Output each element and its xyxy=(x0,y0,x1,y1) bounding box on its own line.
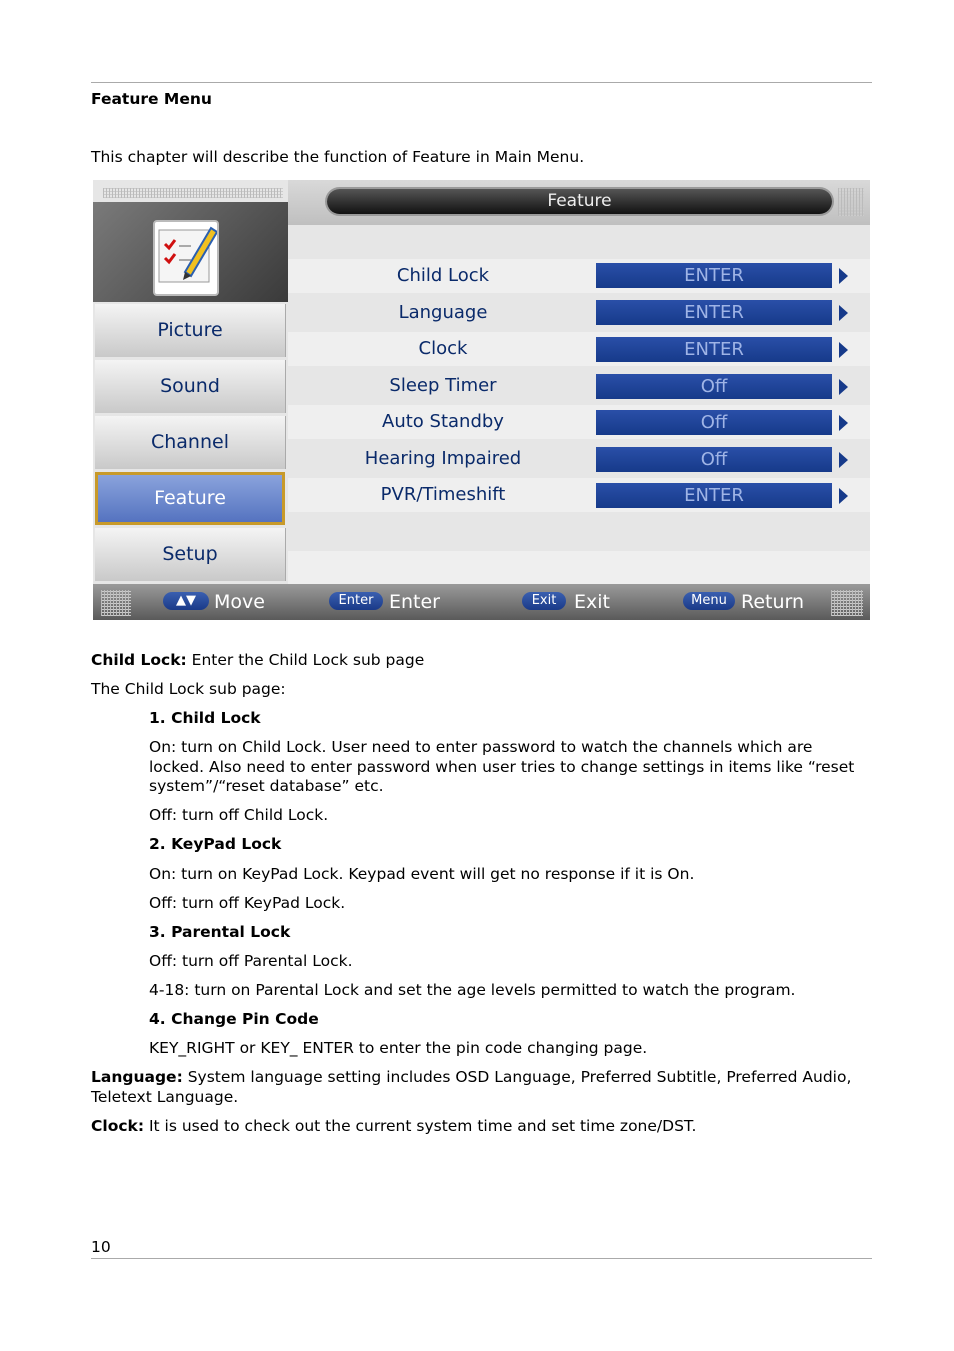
item2-off: Off: turn off KeyPad Lock. xyxy=(149,894,346,912)
item3-off: Off: turn off Parental Lock. xyxy=(149,952,353,970)
item1-off: Off: turn off Child Lock. xyxy=(149,806,329,824)
section-heading: Feature Menu xyxy=(91,90,212,108)
osd-grip-right xyxy=(838,188,864,216)
row-label-auto-standby: Auto Standby xyxy=(382,411,504,432)
arrow-right-icon xyxy=(839,379,848,395)
sub-page-intro: The Child Lock sub page: xyxy=(91,680,286,698)
page-number: 10 xyxy=(91,1238,111,1256)
arrow-right-icon xyxy=(839,415,848,431)
hint-return: Return xyxy=(741,591,805,613)
side-menu-channel[interactable]: Channel xyxy=(95,416,286,469)
item4-desc: KEY_RIGHT or KEY_ ENTER to enter the pin code changing page. xyxy=(149,1039,648,1057)
feature-menu-screenshot xyxy=(93,180,870,620)
arrow-right-icon xyxy=(839,342,848,358)
row-label-child-lock: Child Lock xyxy=(396,265,490,286)
move-key-icon: ▲▼ xyxy=(163,592,209,610)
row-value-pvr-timeshift[interactable]: ENTER xyxy=(596,483,832,508)
item2-on: On: turn on KeyPad Lock. Keypad event will get no response if it is On. xyxy=(149,865,695,883)
hint-enter: Enter xyxy=(389,591,440,613)
row-label-clock: Clock xyxy=(418,338,468,359)
item1-title: 1. Child Lock xyxy=(149,709,261,727)
row-value-language[interactable]: ENTER xyxy=(596,300,832,325)
osd-title: Feature xyxy=(547,191,612,211)
row-value-hearing-impaired[interactable]: Off xyxy=(596,447,832,472)
footer-rule xyxy=(91,1258,872,1259)
row-label-sleep-timer: Sleep Timer xyxy=(389,375,497,396)
row-label-hearing-impaired: Hearing Impaired xyxy=(364,448,522,469)
side-menu-sound[interactable]: Sound xyxy=(95,360,286,413)
arrow-right-icon xyxy=(839,488,848,504)
row-label-language: Language xyxy=(398,302,488,323)
osd-grip-left xyxy=(103,188,283,198)
header-rule xyxy=(91,82,872,83)
arrow-right-icon xyxy=(839,268,848,284)
side-menu-picture[interactable]: Picture xyxy=(95,304,286,357)
menu-key-icon: Menu xyxy=(683,592,735,610)
row-label-pvr-timeshift: PVR/Timeshift xyxy=(380,484,506,505)
row-value-clock[interactable]: ENTER xyxy=(596,337,832,362)
osd-grip-bottom-right xyxy=(831,590,863,616)
enter-key-icon: Enter xyxy=(329,592,383,610)
hint-move: Move xyxy=(214,591,265,613)
row-value-sleep-timer[interactable]: Off xyxy=(596,374,832,399)
item4-title: 4. Change Pin Code xyxy=(149,1010,319,1028)
arrow-right-icon xyxy=(839,452,848,468)
language-paragraph: Language: System language setting includes OSD Language, Preferred Subtitle, Preferred Audio, Teletext Language. xyxy=(91,1068,852,1106)
menu-row-empty xyxy=(288,551,870,585)
exit-key-icon: Exit xyxy=(522,592,566,610)
checklist-pencil-icon xyxy=(153,220,219,296)
item2-title: 2. KeyPad Lock xyxy=(149,835,282,853)
clock-paragraph: Clock: It is used to check out the current system time and set time zone/DST. xyxy=(91,1117,697,1135)
arrow-right-icon xyxy=(839,305,848,321)
item3-title: 3. Parental Lock xyxy=(149,923,291,941)
row-value-auto-standby[interactable]: Off xyxy=(596,410,832,435)
hint-exit: Exit xyxy=(574,591,610,613)
item3-range: 4-18: turn on Parental Lock and set the age levels permitted to watch the program. xyxy=(149,981,796,999)
item1-on: On: turn on Child Lock. User need to enter password to watch the channels which are locked. Also need to enter password when user tries to change settings in items like “reset system”/“reset database” etc. xyxy=(149,738,855,795)
side-menu-setup[interactable]: Setup xyxy=(95,528,286,581)
intro-text: This chapter will describe the function of Feature in Main Menu. xyxy=(91,148,585,166)
side-menu-feature[interactable]: Feature xyxy=(95,472,285,525)
row-value-child-lock[interactable]: ENTER xyxy=(596,263,832,288)
child-lock-paragraph: Child Lock: Enter the Child Lock sub page xyxy=(91,651,425,669)
menu-row-empty xyxy=(288,515,870,549)
osd-grip-bottom-left xyxy=(101,590,131,616)
